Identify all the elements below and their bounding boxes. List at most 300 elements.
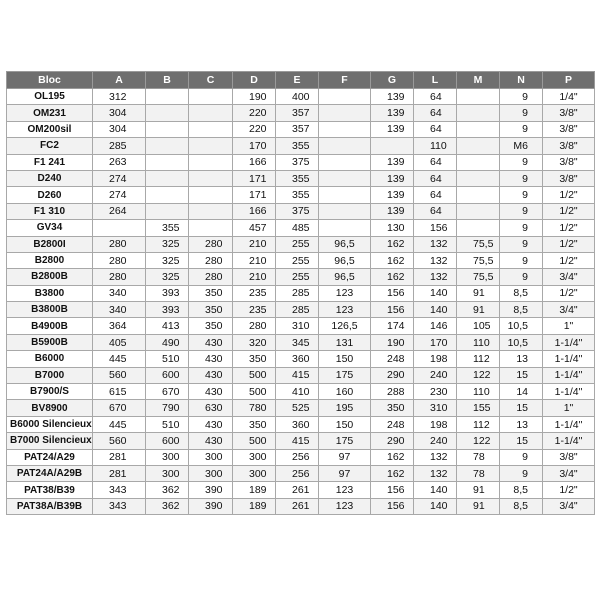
dimension-cell-e: 400 [276,89,319,105]
dimension-cell-p: 1-1/4" [543,433,595,449]
dimension-cell-f: 123 [319,482,371,498]
dimension-cell-p: 3/8" [543,170,595,186]
bloc-name-cell: F1 241 [7,154,93,170]
bloc-name-cell: PAT38/B39 [7,482,93,498]
dimension-cell-p: 3/8" [543,121,595,137]
table-row [7,482,595,498]
dimension-cell-n: 15 [500,367,543,383]
table-row [7,105,595,121]
dimension-cell-m: 75,5 [457,236,500,252]
bloc-name-cell: OM231 [7,105,93,121]
table-row [7,154,595,170]
dimension-cell-n: 9 [500,449,543,465]
dimension-cell-e: 255 [276,252,319,268]
dimension-cell-a: 304 [93,121,146,137]
dimension-cell-p: 1" [543,318,595,334]
dimension-cell-b: 393 [146,285,189,301]
table-row [7,285,595,301]
dimension-cell-g: 139 [371,121,414,137]
dimension-cell-p: 1-1/4" [543,351,595,367]
dimension-cell-l: 64 [414,170,457,186]
bloc-name-cell: B2800B [7,269,93,285]
dimension-cell-d: 171 [233,170,276,186]
column-header-g: G [371,72,414,89]
dimension-cell-m [457,187,500,203]
column-header-n: N [500,72,543,89]
dimension-cell-a: 274 [93,170,146,186]
dimension-cell-l: 240 [414,367,457,383]
dimension-cell-a: 274 [93,187,146,203]
dimension-cell-d: 500 [233,384,276,400]
dimension-cell-a: 280 [93,269,146,285]
dimension-cell-b [146,105,189,121]
dimension-cell-a [93,220,146,236]
table-row [7,269,595,285]
bloc-name-cell: B7000 Silencieux [7,433,93,449]
dimension-cell-g: 190 [371,334,414,350]
dimension-cell-l: 132 [414,465,457,481]
dimension-cell-g: 162 [371,236,414,252]
dimension-cell-c: 430 [189,384,233,400]
dimension-cell-e: 415 [276,367,319,383]
bloc-name-cell: B7900/S [7,384,93,400]
dimension-cell-p: 3/8" [543,154,595,170]
dimension-cell-c [189,105,233,121]
column-header-bloc: Bloc [7,72,93,89]
dimension-cell-g: 156 [371,498,414,514]
dimension-cell-d: 500 [233,433,276,449]
dimension-cell-f: 150 [319,416,371,432]
dimension-cell-n: 9 [500,236,543,252]
dimension-cell-b: 325 [146,252,189,268]
dimension-cell-g: 174 [371,318,414,334]
column-header-p: P [543,72,595,89]
dimension-cell-l: 64 [414,89,457,105]
bloc-name-cell: B5900B [7,334,93,350]
dimension-cell-n: 9 [500,187,543,203]
dimension-cell-c: 430 [189,433,233,449]
dimension-cell-m [457,121,500,137]
table-header-row [7,72,595,89]
dimension-cell-f: 96,5 [319,269,371,285]
column-header-c: C [189,72,233,89]
dimension-cell-c: 280 [189,236,233,252]
dimension-cell-e: 355 [276,187,319,203]
dimension-cell-a: 445 [93,351,146,367]
table-row [7,416,595,432]
dimension-cell-e: 525 [276,400,319,416]
dimension-cell-g: 350 [371,400,414,416]
dimension-cell-a: 560 [93,367,146,383]
dimension-cell-c: 390 [189,498,233,514]
dimension-cell-p: 1-1/4" [543,416,595,432]
dimension-cell-m [457,203,500,219]
dimension-cell-a: 263 [93,154,146,170]
dimension-cell-a: 405 [93,334,146,350]
dimension-cell-a: 281 [93,449,146,465]
table-row [7,367,595,383]
dimension-cell-f: 175 [319,433,371,449]
dimension-cell-g [371,138,414,154]
dimension-cell-l: 198 [414,351,457,367]
bloc-name-cell: PAT38A/B39B [7,498,93,514]
dimension-cell-l: 140 [414,302,457,318]
dimension-cell-n: 8,5 [500,285,543,301]
dimension-cell-f: 123 [319,285,371,301]
dimension-cell-m: 110 [457,384,500,400]
dimension-cell-n: 10,5 [500,334,543,350]
bloc-name-cell: D260 [7,187,93,203]
bloc-name-cell: B6000 [7,351,93,367]
dimension-cell-b [146,170,189,186]
bloc-name-cell: B3800 [7,285,93,301]
dimension-cell-a: 312 [93,89,146,105]
dimension-cell-g: 162 [371,252,414,268]
dimension-cell-e: 345 [276,334,319,350]
dimension-cell-a: 343 [93,482,146,498]
dimension-cell-g: 139 [371,187,414,203]
dimension-cell-n: 13 [500,351,543,367]
column-header-m: M [457,72,500,89]
table-row [7,465,595,481]
dimension-cell-g: 156 [371,285,414,301]
dimension-cell-f: 131 [319,334,371,350]
dimension-cell-b: 510 [146,351,189,367]
dimension-cell-f: 160 [319,384,371,400]
dimension-cell-c [189,220,233,236]
dimension-cell-b [146,121,189,137]
dimension-cell-c: 300 [189,465,233,481]
dimension-cell-l: 240 [414,433,457,449]
dimension-cell-m: 112 [457,351,500,367]
dimension-cell-f: 150 [319,351,371,367]
table-row [7,252,595,268]
dimension-cell-b [146,187,189,203]
dimension-cell-e: 375 [276,203,319,219]
dimension-cell-a: 560 [93,433,146,449]
dimension-cell-f: 96,5 [319,236,371,252]
table-row [7,334,595,350]
dimension-cell-l: 64 [414,154,457,170]
dimension-cell-d: 190 [233,89,276,105]
dimension-cell-m: 75,5 [457,252,500,268]
dimension-cell-m: 78 [457,449,500,465]
dimension-cell-d: 189 [233,498,276,514]
dimension-cell-g: 162 [371,465,414,481]
dimension-cell-d: 235 [233,302,276,318]
table-row [7,203,595,219]
dimension-cell-p: 3/4" [543,269,595,285]
table-row [7,318,595,334]
dimension-cell-f [319,170,371,186]
dimension-cell-l: 170 [414,334,457,350]
dimension-cell-g: 162 [371,449,414,465]
dimension-cell-m [457,89,500,105]
table-row [7,170,595,186]
dimension-cell-p: 3/4" [543,302,595,318]
dimension-cell-n: 10,5 [500,318,543,334]
bloc-name-cell: PAT24A/A29B [7,465,93,481]
dimension-cell-a: 264 [93,203,146,219]
dimension-cell-g: 139 [371,154,414,170]
dimension-cell-c: 630 [189,400,233,416]
dimension-cell-e: 375 [276,154,319,170]
dimension-cell-e: 415 [276,433,319,449]
dimension-cell-n: 9 [500,105,543,121]
dimension-cell-l: 64 [414,121,457,137]
bloc-name-cell: FC2 [7,138,93,154]
dimension-cell-e: 355 [276,138,319,154]
dimension-cell-a: 280 [93,252,146,268]
dimensions-table [6,71,595,515]
dimension-cell-e: 360 [276,416,319,432]
table-row [7,187,595,203]
dimension-cell-n: 13 [500,416,543,432]
dimension-cell-m: 78 [457,465,500,481]
dimension-cell-g: 130 [371,220,414,236]
dimension-cell-f: 195 [319,400,371,416]
bloc-name-cell: F1 310 [7,203,93,219]
dimension-cell-n: 9 [500,203,543,219]
dimension-cell-d: 280 [233,318,276,334]
dimension-cell-f: 126,5 [319,318,371,334]
dimension-cell-d: 350 [233,416,276,432]
dimension-cell-g: 290 [371,367,414,383]
dimension-cell-m: 122 [457,433,500,449]
dimension-cell-l: 132 [414,236,457,252]
dimension-cell-p: 1/2" [543,187,595,203]
dimension-cell-m: 122 [457,367,500,383]
dimension-cell-e: 285 [276,285,319,301]
dimension-cell-b: 600 [146,367,189,383]
dimension-cell-d: 780 [233,400,276,416]
dimension-cell-b [146,203,189,219]
dimension-cell-p: 1/2" [543,236,595,252]
bloc-name-cell: D240 [7,170,93,186]
dimension-cell-c: 350 [189,285,233,301]
dimension-cell-f [319,203,371,219]
dimension-cell-c [189,203,233,219]
dimension-cell-p: 1-1/4" [543,384,595,400]
dimension-cell-c [189,154,233,170]
dimension-cell-p: 3/4" [543,498,595,514]
bloc-name-cell: OM200sil [7,121,93,137]
dimension-cell-n: 9 [500,89,543,105]
dimension-cell-d: 171 [233,187,276,203]
dimension-cell-b: 355 [146,220,189,236]
table-row [7,121,595,137]
bloc-name-cell: BV8900 [7,400,93,416]
dimension-cell-f: 175 [319,367,371,383]
dimension-cell-n: 14 [500,384,543,400]
dimension-cell-l: 132 [414,449,457,465]
dimension-cell-b: 325 [146,269,189,285]
dimension-cell-l: 198 [414,416,457,432]
dimension-cell-f: 96,5 [319,252,371,268]
dimension-cell-g: 139 [371,170,414,186]
dimension-cell-b: 413 [146,318,189,334]
dimension-cell-m [457,138,500,154]
dimension-cell-b: 362 [146,498,189,514]
dimension-cell-f [319,220,371,236]
dimension-cell-m: 91 [457,302,500,318]
dimension-cell-d: 320 [233,334,276,350]
dimension-cell-f [319,187,371,203]
dimension-cell-c [189,187,233,203]
dimension-cell-d: 500 [233,367,276,383]
dimension-cell-m: 75,5 [457,269,500,285]
dimension-cell-p: 1/2" [543,220,595,236]
dimension-cell-m: 91 [457,498,500,514]
bloc-name-cell: B3800B [7,302,93,318]
dimension-cell-n: 15 [500,433,543,449]
dimension-cell-d: 210 [233,269,276,285]
dimension-cell-f: 97 [319,449,371,465]
dimension-cell-p: 1/2" [543,482,595,498]
dimension-cell-p: 3/8" [543,138,595,154]
dimension-cell-c: 280 [189,252,233,268]
dimension-cell-f [319,154,371,170]
dimension-cell-g: 162 [371,269,414,285]
dimension-cell-b: 300 [146,449,189,465]
dimension-cell-n: 9 [500,220,543,236]
dimension-cell-d: 300 [233,449,276,465]
dimension-cell-p: 1/4" [543,89,595,105]
dimension-cell-m: 110 [457,334,500,350]
dimension-cell-e: 255 [276,269,319,285]
dimension-cell-d: 235 [233,285,276,301]
dimension-cell-a: 304 [93,105,146,121]
dimension-cell-l: 132 [414,269,457,285]
dimension-cell-p: 3/8" [543,449,595,465]
dimension-cell-c: 430 [189,416,233,432]
table-row [7,384,595,400]
dimension-cell-m [457,220,500,236]
dimension-cell-m: 91 [457,285,500,301]
table-body [7,89,595,515]
dimension-cell-a: 280 [93,236,146,252]
dimension-cell-b: 300 [146,465,189,481]
dimension-cell-l: 110 [414,138,457,154]
bloc-name-cell: OL195 [7,89,93,105]
dimension-cell-b: 670 [146,384,189,400]
dimension-cell-f: 97 [319,465,371,481]
dimension-cell-n: 8,5 [500,498,543,514]
dimension-cell-c [189,170,233,186]
dimension-cell-p: 3/4" [543,465,595,481]
dimension-cell-g: 139 [371,89,414,105]
dimension-cell-p: 1/2" [543,285,595,301]
dimension-cell-f [319,121,371,137]
dimension-cell-b [146,89,189,105]
dimension-cell-b: 325 [146,236,189,252]
dimension-cell-n: 9 [500,269,543,285]
dimension-cell-p: 1/2" [543,203,595,219]
dimension-cell-a: 364 [93,318,146,334]
bloc-name-cell: B6000 Silencieux [7,416,93,432]
dimension-cell-m: 91 [457,482,500,498]
dimension-cell-e: 261 [276,482,319,498]
table-row [7,138,595,154]
dimension-cell-m: 155 [457,400,500,416]
dimension-cell-e: 310 [276,318,319,334]
dimension-cell-l: 146 [414,318,457,334]
dimension-cell-n: 15 [500,400,543,416]
dimension-cell-c: 350 [189,302,233,318]
dimension-cell-g: 139 [371,105,414,121]
dimension-cell-d: 220 [233,121,276,137]
dimension-cell-f: 123 [319,498,371,514]
dimension-cell-b: 362 [146,482,189,498]
dimension-cell-e: 256 [276,465,319,481]
dimension-cell-g: 156 [371,302,414,318]
bloc-name-cell: B7000 [7,367,93,383]
dimension-cell-b [146,138,189,154]
dimension-cell-m: 112 [457,416,500,432]
bloc-name-cell: PAT24/A29 [7,449,93,465]
dimension-cell-e: 355 [276,170,319,186]
dimension-cell-c: 390 [189,482,233,498]
column-header-f: F [319,72,371,89]
dimension-cell-d: 189 [233,482,276,498]
dimension-cell-e: 261 [276,498,319,514]
dimension-cell-b: 490 [146,334,189,350]
dimension-cell-n: 9 [500,170,543,186]
dimension-cell-g: 139 [371,203,414,219]
dimension-cell-a: 615 [93,384,146,400]
table-row [7,220,595,236]
dimension-cell-p: 1" [543,400,595,416]
dimension-cell-c [189,89,233,105]
dimension-cell-b [146,154,189,170]
dimension-cell-d: 170 [233,138,276,154]
dimension-cell-c: 300 [189,449,233,465]
dimension-cell-c: 430 [189,334,233,350]
dimension-cell-l: 140 [414,482,457,498]
dimension-cell-a: 285 [93,138,146,154]
dimension-cell-m: 105 [457,318,500,334]
dimension-cell-n: M6 [500,138,543,154]
dimension-cell-l: 64 [414,105,457,121]
dimension-cell-b: 393 [146,302,189,318]
dimension-cell-e: 360 [276,351,319,367]
dimension-cell-l: 64 [414,187,457,203]
dimension-cell-g: 290 [371,433,414,449]
dimension-cell-d: 350 [233,351,276,367]
dimension-cell-d: 166 [233,203,276,219]
dimension-cell-b: 790 [146,400,189,416]
bloc-name-cell: B2800 [7,252,93,268]
dimension-cell-l: 156 [414,220,457,236]
column-header-l: L [414,72,457,89]
dimension-cell-g: 248 [371,351,414,367]
dimension-cell-d: 210 [233,252,276,268]
table-row [7,498,595,514]
dimension-cell-a: 340 [93,285,146,301]
dimension-cell-l: 64 [414,203,457,219]
table-row [7,351,595,367]
dimension-cell-d: 210 [233,236,276,252]
dimension-cell-e: 255 [276,236,319,252]
column-header-d: D [233,72,276,89]
dimension-cell-f [319,105,371,121]
column-header-b: B [146,72,189,89]
dimension-cell-d: 166 [233,154,276,170]
dimension-cell-f: 123 [319,302,371,318]
dimension-cell-e: 285 [276,302,319,318]
dimension-cell-c: 430 [189,351,233,367]
dimension-cell-c [189,138,233,154]
